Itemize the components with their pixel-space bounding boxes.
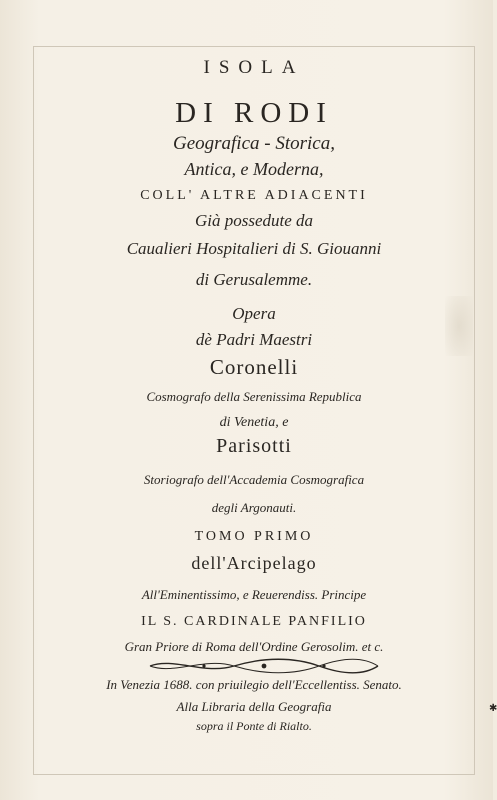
line-venetia: di Venetia, e <box>219 415 289 430</box>
line-arcipelago: dell'Arcipelago <box>191 553 317 573</box>
line-possedute: Già possedute da <box>194 211 314 230</box>
subtitle-antica: Antica, e Moderna, <box>184 159 324 179</box>
author-parisotti: Parisotti <box>216 435 292 457</box>
line-cosmografo: Cosmografo della Serenissima Republica <box>146 389 362 404</box>
engraved-plate <box>33 46 497 775</box>
line-storiografo: Storiografo dell'Accademia Cosmografica <box>143 472 365 487</box>
line-imprint-venezia: In Venezia 1688. con priuilegio dell'Eccellentiss. Senato. <box>106 677 402 692</box>
title-line-rodi: DI RODI <box>175 97 333 129</box>
line-dedication: All'Eminentissimo, e Reuerendiss. Principe <box>141 587 367 602</box>
line-opera: Opera <box>232 304 276 323</box>
line-gran-priore: Gran Priore di Roma dell'Ordine Gerosolim. et c. <box>124 639 384 654</box>
author-coronelli: Coronelli <box>209 355 299 379</box>
line-imprint-libraria: Alla Libraria della Geografia <box>176 699 332 714</box>
flourish-ornament-icon <box>144 657 384 675</box>
line-adiacenti: COLL' ALTRE ADIACENTI <box>140 188 368 203</box>
line-imprint-rialto: sopra il Ponte di Rialto. <box>196 719 312 733</box>
title-line-isola: ISOLA <box>203 57 305 78</box>
subtitle-geografica: Geografica - Storica, <box>172 133 335 154</box>
line-cardinale: IL S. CARDINALE PANFILIO <box>141 614 367 629</box>
line-argonauti: degli Argonauti. <box>211 500 297 515</box>
line-padri: dè Padri Maestri <box>195 330 313 349</box>
asterisk-mark-icon: ✱ <box>489 703 497 714</box>
line-gerusalemme: di Gerusalemme. <box>195 270 313 289</box>
line-caualieri: Caualieri Hospitalieri di S. Giouanni <box>126 239 382 258</box>
line-tomo-primo: TOMO PRIMO <box>194 529 314 544</box>
